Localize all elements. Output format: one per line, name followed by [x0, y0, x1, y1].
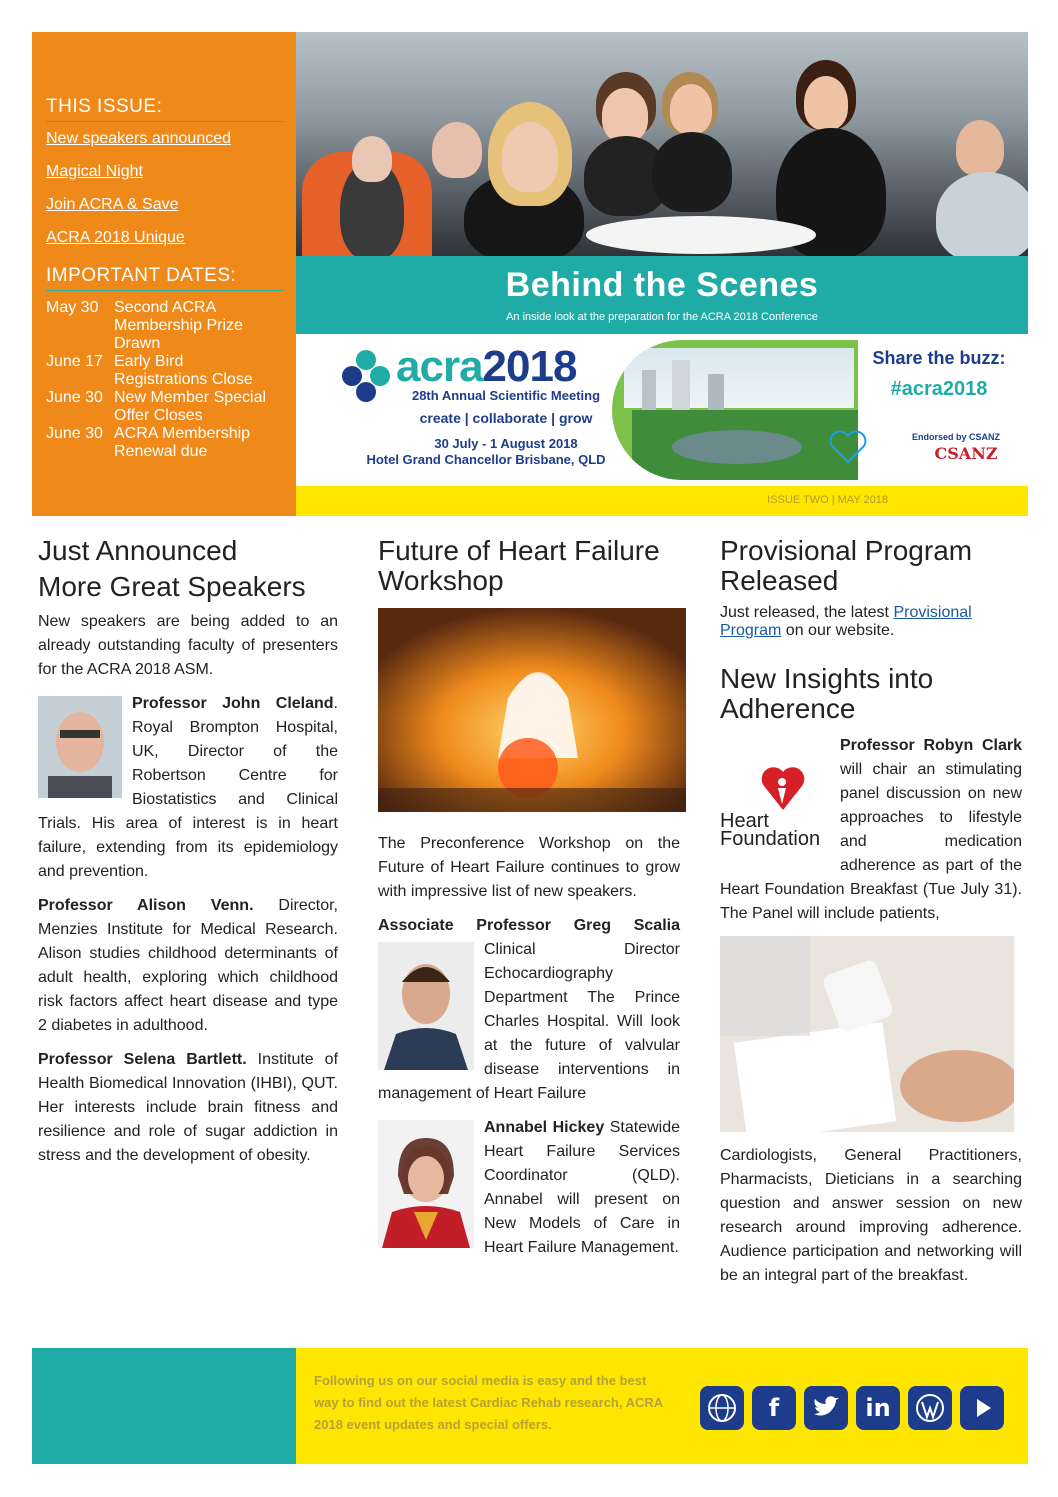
hickey-photo [378, 1120, 474, 1248]
brisbane-photo [612, 340, 858, 480]
sidebar [32, 32, 296, 516]
acra-heart-logo-icon [826, 426, 870, 466]
person-face [502, 122, 558, 192]
date-event: Early Bird Registrations Close [114, 353, 253, 388]
date-row [46, 425, 284, 461]
person-face [670, 84, 712, 134]
heart-logo-line2: Foundation [720, 828, 821, 850]
program-heading-line2: Released [720, 565, 839, 596]
acra-wordmark [396, 342, 576, 392]
coffee-table [586, 216, 816, 254]
issue-link-new-speakers[interactable]: New speakers announced [46, 130, 232, 147]
speaker-bio: Institute of Health Biomedical Innovation (IHBI), QUT. Her interests include brain fitness and resilience and role of sugar addiction in stress and the development of obesity. [38, 1051, 339, 1164]
person-face [432, 122, 482, 178]
meeting-venue: Hotel Grand Chancellor Brisbane, QLD [366, 452, 606, 467]
linkedin-icon[interactable]: in [856, 1386, 900, 1430]
adherence-lead-text: will chair an stimulating panel discussion on new approaches to lifestyle and medication adherence as part of the Heart Foundation Breakfast (Tue July 31). The Panel will include patients, [720, 761, 1022, 922]
speaker-name: Annabel Hickey [484, 1119, 605, 1136]
speakers-heading-line2: More Great Speakers [38, 571, 306, 602]
adherence-heading-line1: New Insights into [720, 663, 934, 694]
speaker-name: Associate Professor Greg Scalia [378, 917, 680, 934]
issue-label: ISSUE TWO | MAY 2018 [767, 494, 888, 506]
person [936, 172, 1028, 256]
person-face [602, 88, 648, 142]
issue-link-join-acra[interactable]: Join ACRA & Save [46, 196, 179, 213]
date-event: New Member Special Offer Closes [114, 389, 267, 424]
speaker-hickey [378, 1116, 680, 1260]
meeting-tagline: create | collaborate | grow [419, 410, 593, 426]
globe-icon[interactable] [700, 1386, 744, 1430]
workshop-heading-line2: Workshop [378, 565, 504, 596]
heart-foundation-icon [760, 762, 806, 812]
speaker-name: Professor Alison Venn. [38, 897, 254, 914]
important-dates-list [46, 299, 284, 461]
scalia-photo [378, 942, 474, 1070]
csanz-logo-text: CSANZ [934, 444, 998, 463]
adherence-text-continued: Cardiologists, General Practitioners, Pharmacists, Dieticians in a searching question and answer session on new research around improving adherence. Audience participation and networking will be an integral part of the breakfast. [720, 1147, 1022, 1284]
speaker-bio: Director, Menzies Institute for Medical Research. Alison studies childhood determinants of adult health, exploring which childhood risk factors affect heart disease and type 2 diabetes in adulthood. [38, 897, 339, 1034]
share-buzz-text: Share the buzz: [872, 348, 1006, 368]
hashtag-text[interactable]: #acra2018 [890, 378, 988, 400]
this-issue-heading: THIS ISSUE: [46, 96, 284, 122]
date-event: ACRA Membership Renewal due [114, 425, 251, 460]
cleland-photo [38, 696, 122, 798]
speaker-scalia [378, 914, 680, 1106]
heart-foundation-logo [720, 762, 830, 858]
acra-word-a: acra [396, 342, 483, 391]
adherence-text [720, 734, 1022, 926]
issue-link-acra-unique[interactable]: ACRA 2018 Unique [46, 229, 185, 246]
acra-word-b: 2018 [482, 342, 577, 391]
footer-teal-block [32, 1348, 296, 1464]
speakers-intro: New speakers are being added to an already outstanding faculty of presenters for the ACRA 2018 ASM. [38, 613, 338, 678]
date-value: May 30 [46, 299, 99, 316]
important-dates-heading: IMPORTANT DATES: [46, 265, 284, 291]
footer-text: Following us on our social media is easy and the best way to find out the latest Cardiac Rehab research, ACRA 2018 event updates and special offers. [314, 1373, 663, 1432]
person [652, 132, 732, 212]
facebook-icon[interactable]: f [752, 1386, 796, 1430]
speaker-cleland [38, 692, 338, 884]
person-face [956, 120, 1004, 176]
twitter-icon[interactable] [804, 1386, 848, 1430]
newsletter-title: Behind the Scenes [505, 266, 819, 304]
speaker-bio: . Royal Brompton Hospital, UK, Director of the Robertson Centre for Biostatistics and Clinical Trials. His area of interest is in heart failure, extending from its epidemiology and prevention. [38, 695, 338, 880]
program-text-before: Just released, the latest [720, 604, 894, 621]
adherence-heading-line2: Adherence [720, 693, 856, 724]
column-program [720, 536, 1022, 1298]
meeting-dates: 30 July - 1 August 2018 [434, 436, 578, 451]
person-face [804, 76, 848, 130]
newsletter-subtitle: An inside look at the preparation for the ACRA 2018 Conference [506, 311, 818, 323]
provisional-program-link[interactable]: Provisional Program [720, 604, 972, 639]
acra-logo-icon [340, 348, 392, 404]
speaker-bio: Statewide Heart Failure Services Coordinator (QLD). Annabel will present on New Models of Care in Heart Failure Management. [484, 1119, 680, 1256]
date-event: Second ACRA Membership Prize Drawn [114, 299, 243, 352]
date-value: June 30 [46, 425, 103, 442]
person-face [352, 136, 392, 182]
program-text-after: on our website. [781, 622, 895, 639]
team-photo [296, 32, 1028, 256]
date-row [46, 353, 284, 389]
program-text [720, 604, 1022, 640]
speaker-name: Professor Selena Bartlett. [38, 1051, 247, 1068]
heart-hologram-photo [378, 608, 686, 812]
endorsed-text: Endorsed by CSANZ [911, 432, 1000, 442]
date-row [46, 389, 284, 425]
youtube-icon[interactable] [960, 1386, 1004, 1430]
heart-logo-line1: Heart [720, 810, 769, 832]
date-value: June 17 [46, 353, 103, 370]
speaker-bartlett [38, 1048, 338, 1168]
issue-strip [296, 486, 1028, 516]
workshop-intro: The Preconference Workshop on the Future of Heart Failure continues to grow with impressive list of new speakers. [378, 835, 680, 900]
acra-banner[interactable] [296, 334, 1028, 486]
meeting-name: 28th Annual Scientific Meeting [411, 388, 601, 403]
speaker-venn [38, 894, 338, 1038]
column-workshop [378, 536, 680, 1270]
wordpress-icon[interactable] [908, 1386, 952, 1430]
speaker-bio: Clinical Director Echocardiography Department The Prince Charles Hospital. Will look at the future of valvular disease interventions in management of Heart Failure [378, 941, 680, 1102]
program-heading-line1: Provisional Program [720, 535, 973, 566]
date-row [46, 299, 284, 353]
speaker-name: Professor John Cleland [132, 695, 334, 712]
speakers-heading-line1: Just Announced [38, 535, 238, 566]
date-value: June 30 [46, 389, 103, 406]
column-speakers [38, 536, 338, 1178]
issue-link-magical-night[interactable]: Magical Night [46, 163, 143, 180]
speaker-name: Professor Robyn Clark [840, 737, 1022, 754]
workshop-heading-line1: Future of Heart Failure [378, 535, 660, 566]
pill-bottle-photo [720, 936, 1014, 1132]
title-band [296, 256, 1028, 334]
